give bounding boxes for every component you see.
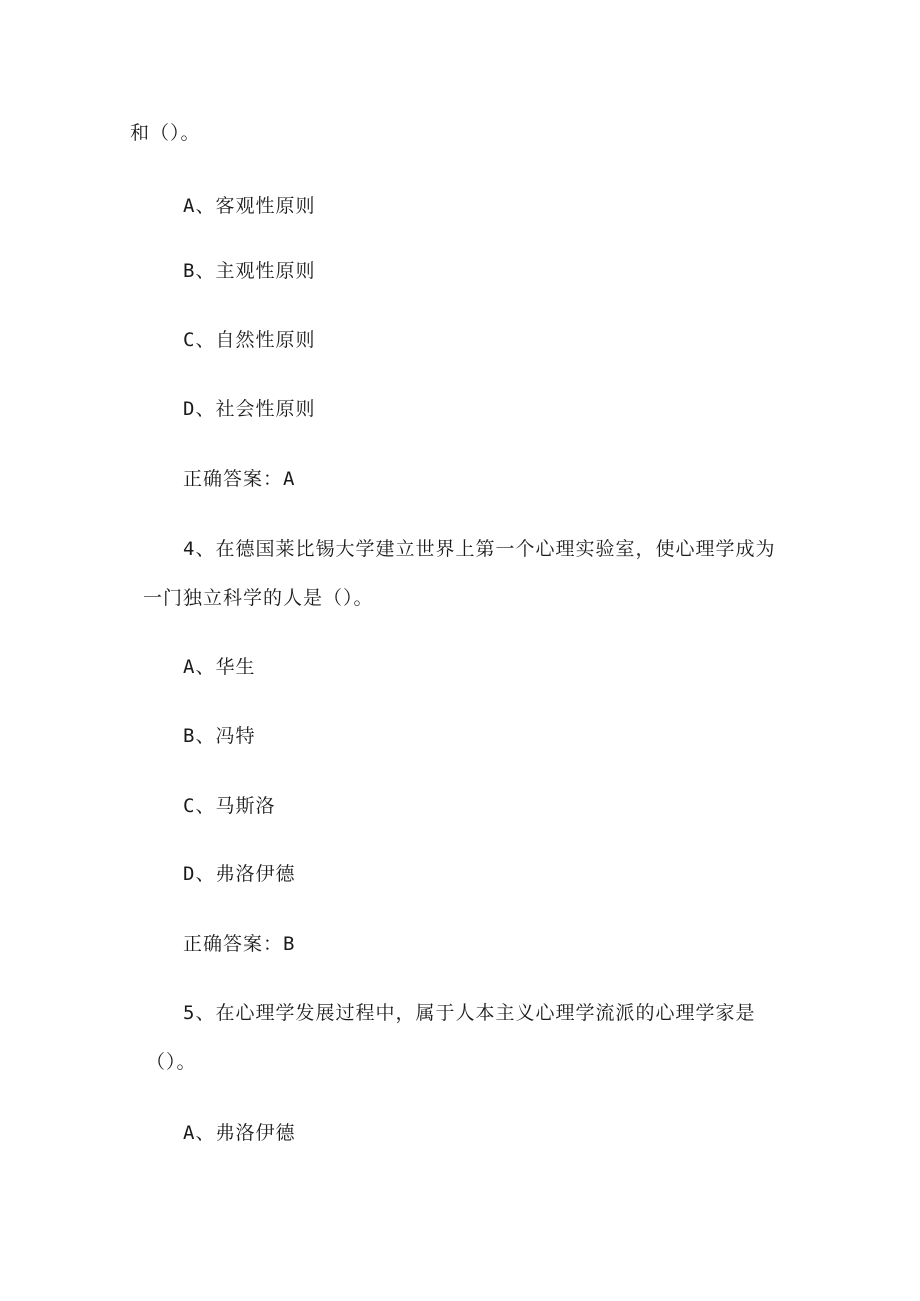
q4-option-c: C、马斯洛 — [183, 795, 276, 817]
q4-stem-line1: 4、在德国莱比锡大学建立世界上第一个心理实验室，使心理学成为 — [183, 538, 776, 560]
q4-option-a: A、华生 — [183, 656, 256, 678]
q4-answer: 正确答案：B — [183, 933, 296, 955]
q3-answer: 正确答案：A — [183, 468, 296, 490]
q3-option-a: A、客观性原则 — [183, 195, 316, 217]
q4-option-d: D、弗洛伊德 — [183, 863, 296, 885]
q4-option-b: B、冯特 — [183, 725, 256, 747]
q3-option-d: D、社会性原则 — [183, 398, 316, 420]
q5-stem-line2: （）。 — [146, 1051, 197, 1073]
q5-option-a: A、弗洛伊德 — [183, 1122, 296, 1144]
q3-stem-tail: 和（）。 — [130, 122, 201, 144]
q3-option-c: C、自然性原则 — [183, 329, 316, 351]
q3-option-b: B、主观性原则 — [183, 260, 316, 282]
q4-stem-line2: 一门独立科学的人是（）。 — [143, 587, 374, 609]
q5-stem-line1: 5、在心理学发展过程中，属于人本主义心理学流派的心理学家是 — [183, 1002, 756, 1024]
